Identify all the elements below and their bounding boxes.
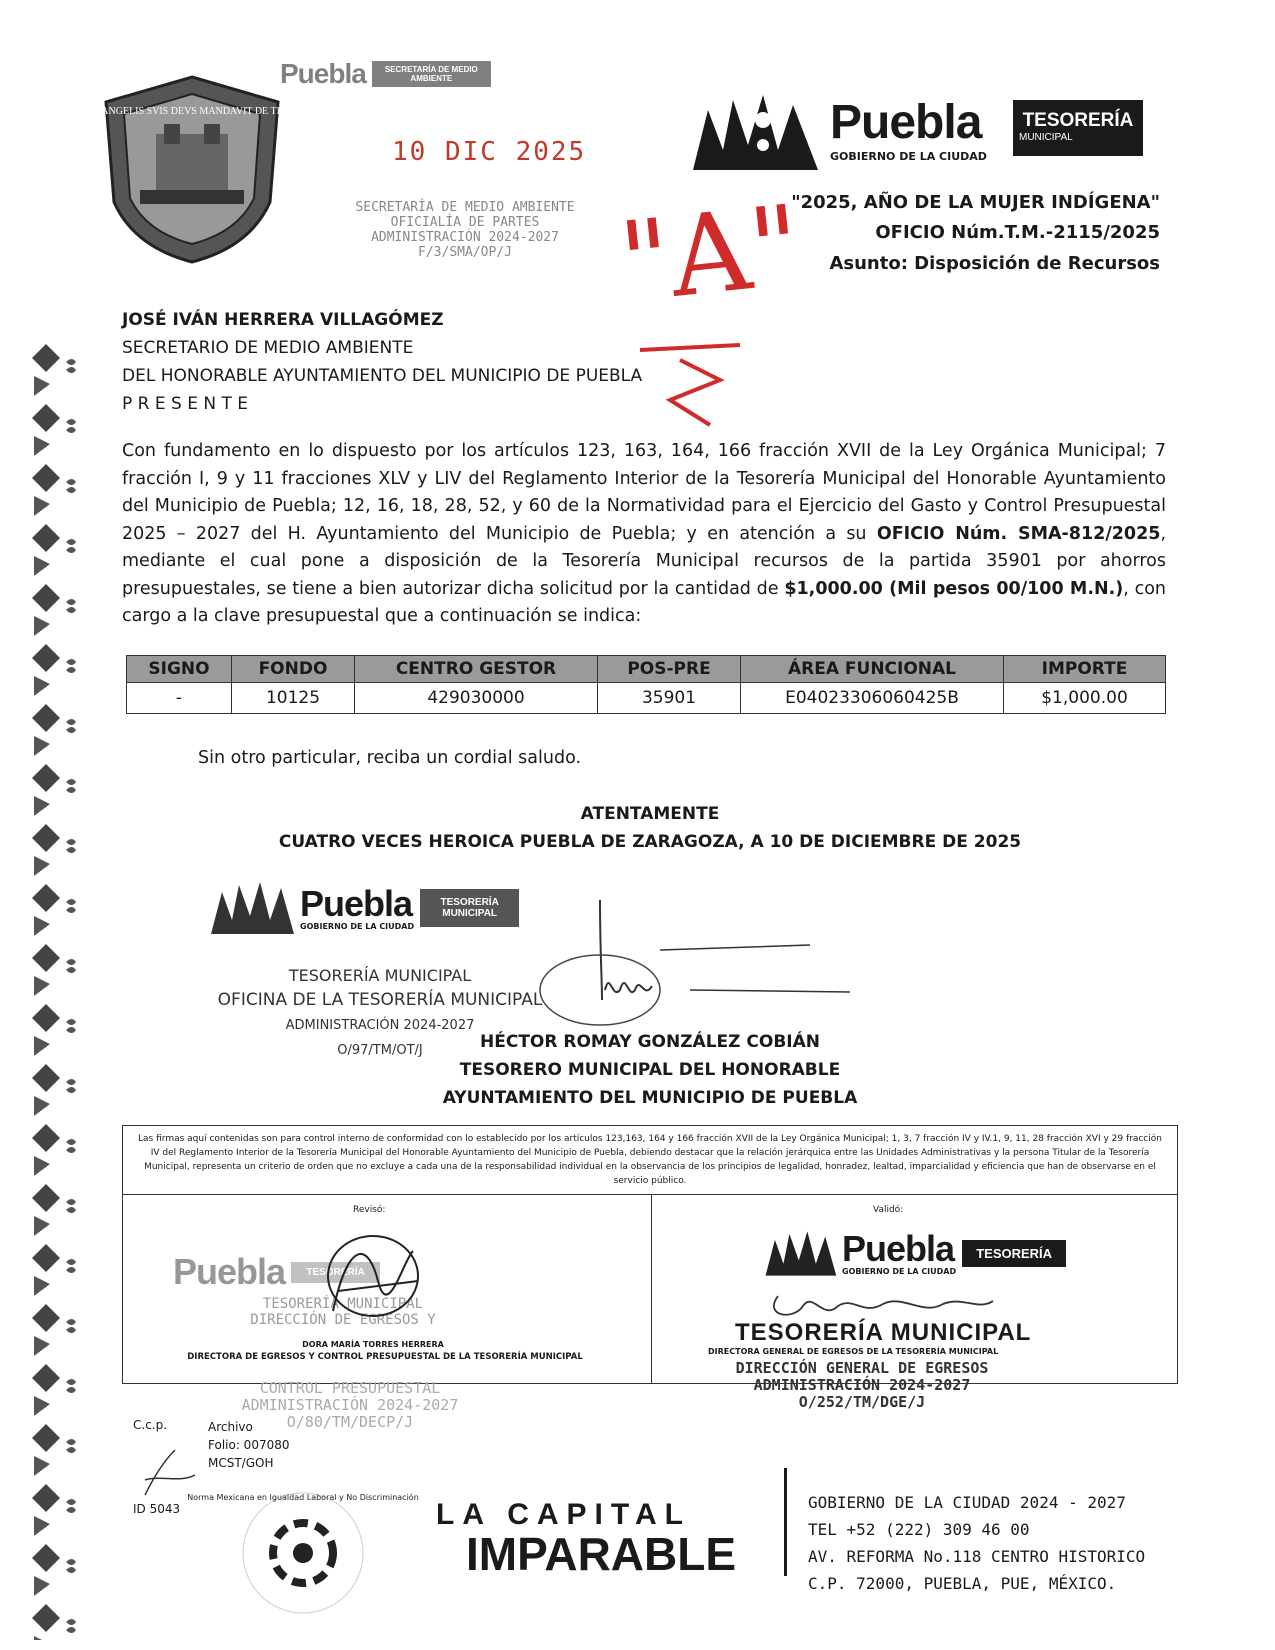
body-paragraph: Con fundamento en lo dispuesto por los artículos 123, 163, 164, 166 fracción XVII de la Ley Orgánica Municipal; 7 fracción I, 9 y 11 fracciones XLV y LIV del Reglamento Interior de la Tesorería Municipal del Honorable Ayuntamiento del Municipio de Puebla; 12, 16, 18, 28, 52, y 60 de la Normatividad para el Ejercicio del Gasto y Control Presupuestal 2025 – 2027 del H. Ayuntamiento del Municipio de Puebla; y en atención a su OFICIO Núm. SMA-812/2025, mediante el cual pone a disposición de la Tesorería Municipal recursos de la partida 35901 por ahorros presupuestales, se tiene a bien autorizar dicha solicitud por la cantidad de $1,000.00 (Mil pesos 00/100 M.N.), con cargo a la clave presupuestal que a continuación se indica:: [122, 441, 1167, 626]
ccp-label: C.c.p.: [133, 1418, 168, 1432]
closing-greeting: Sin otro particular, reciba un cordial saludo.: [198, 748, 582, 768]
signatory-name: HÉCTOR ROMAY GONZÁLEZ COBIÁN: [480, 1032, 820, 1052]
col-fondo: FONDO: [232, 656, 355, 683]
left-stamp-text: TESORERÍA MUNICIPAL DIRECCIÓN DE EGRESOS Y: [250, 1296, 436, 1328]
left-stamp-logo: Puebla TESORERÍA: [173, 1251, 380, 1293]
sma-stamp-logo: Puebla SECRETARÍA DE MEDIO AMBIENTE: [280, 58, 491, 90]
footer-divider-line: [784, 1468, 787, 1576]
oficio-number: OFICIO Núm.T.M.-2115/2025: [875, 222, 1160, 243]
handwritten-red-mark: "A": [613, 180, 807, 328]
cell-area-funcional: E04023306060425B: [741, 683, 1004, 714]
signatory-block: [420, 1028, 880, 1112]
tesoreria-badge: TESORERÍA MUNICIPAL: [1013, 100, 1143, 156]
reviewer-signature: [308, 1221, 438, 1351]
col-area-funcional: ÁREA FUNCIONAL: [741, 656, 1004, 683]
col-importe: IMPORTE: [1004, 656, 1166, 683]
year-motto: "2025, AÑO DE LA MUJER INDÍGENA": [791, 192, 1160, 213]
handwritten-red-arrow: [630, 340, 750, 430]
reviewer-name: DORA MARÍA TORRES HERRERA: [302, 1340, 444, 1349]
treasurer-signature: [540, 890, 860, 1050]
right-stamp-text: DIRECCIÓN GENERAL DE EGRESOS ADMINISTRACIÓN 2024-2027 O/252/TM/DGE/J: [735, 1359, 989, 1411]
table-row: [127, 683, 1166, 714]
internal-control-notice: Las firmas aquí contenidas son para control interno de conformidad con lo establecido por los artículos 123,163, 164 y 166 fracción XVII de la Ley Orgánica Municipal; 1, 3, 7 fracción IV y IV.1, 9, 11, 28 fracción XVI y 29 fracción IV del Reglamento Interior de la Tesorería Municipal del Honorable Ayuntamiento del Municipio de Puebla, debiendo destacar que la relación jerárquica entre las Unidades Administrativas y la persona Titular de la Tesorería Municipal, representa un criterio de orden que no excluye a cada una de la responsabilidad individual en la observancia de los principios de legalidad, honradez, lealtad, imparcialidad y eficiencia que han de observarse en el servicio público.: [123, 1126, 1177, 1195]
seal-text: ANGELIS SVIS DEVS MANDAVIT DE TE: [101, 106, 283, 117]
reception-stamp: SECRETARÍA DE MEDIO AMBIENTE OFICIALÍA DE PARTES ADMINISTRACIÓN 2024-2027 F/3/SMA/OP/J: [355, 200, 575, 260]
ccp-details: Archivo Folio: 007080 MCST/GOH: [208, 1420, 290, 1470]
validator-title: DIRECTORA GENERAL DE EGRESOS DE LA TESORERÍA MUNICIPAL: [708, 1347, 999, 1356]
signatory-title-1: TESORERO MUNICIPAL DEL HONORABLE: [459, 1060, 841, 1080]
cell-signo: -: [127, 683, 232, 714]
puebla-logo-text: Puebla GOBIERNO DE LA CIUDAD: [830, 96, 987, 163]
la-capital-imparable-logo: LA CAPITAL IMPARABLE: [436, 1498, 737, 1580]
puebla-figures-icon: [208, 878, 296, 938]
col-pos-pre: POS-PRE: [598, 656, 741, 683]
puebla-logo-figures-icon: [688, 90, 823, 175]
presente: P R E S E N T E: [122, 394, 249, 414]
igualdad-laboral-seal: [187, 1488, 419, 1618]
left-stamp-text-lower: CONTROL PRESUPUESTAL ADMINISTRACIÓN 2024-2027 O/80/TM/DECP/J: [241, 1379, 459, 1431]
valido-label: Validó:: [873, 1205, 904, 1215]
addressee-institution: DEL HONORABLE AYUNTAMIENTO DEL MUNICIPIO DE PUEBLA: [122, 366, 643, 386]
puebla-logo: [688, 90, 823, 179]
place-date: CUATRO VECES HEROICA PUEBLA DE ZARAGOZA, A 10 DE DICIEMBRE DE 2025: [278, 832, 1022, 852]
referenced-oficio: OFICIO Núm. SMA-812/2025: [876, 523, 1161, 544]
cell-importe: $1,000.00: [1004, 683, 1166, 714]
reviewer-title: DIRECTORA DE EGRESOS Y CONTROL PRESUPUESTAL DE LA TESORERÍA MUNICIPAL: [187, 1352, 583, 1362]
addressee-name: JOSÉ IVÁN HERRERA VILLAGÓMEZ: [122, 310, 444, 330]
table-header-row: [127, 656, 1166, 683]
authorized-amount: $1,000.00 (Mil pesos 00/100 M.N.): [784, 578, 1124, 599]
cell-fondo: 10125: [232, 683, 355, 714]
asunto: Asunto: Disposición de Recursos: [829, 253, 1160, 274]
cell-centro-gestor: 429030000: [355, 683, 598, 714]
puebla-figures-icon: [763, 1226, 838, 1281]
svg-text:Norma Mexicana en Igualdad Lab: Norma Mexicana en Igualdad Laboral y No Discriminación: [187, 1493, 419, 1502]
reviso-label: Revisó:: [353, 1205, 386, 1215]
control-signatures-box: [122, 1125, 1178, 1384]
footer-divider: [651, 1195, 652, 1383]
city-seal: [100, 72, 285, 267]
atentamente: ATENTAMENTE: [580, 804, 720, 824]
decorative-border: [28, 340, 83, 1640]
addressee-position: SECRETARIO DE MEDIO AMBIENTE: [122, 338, 414, 358]
cell-pos-pre: 35901: [598, 683, 741, 714]
received-date-stamp: 10 DIC 2025: [392, 137, 587, 167]
signatory-stamp-logo: Puebla GOBIERNO DE LA CIUDAD TESORERÍA MUNICIPAL: [208, 878, 519, 938]
budget-table: [126, 655, 1166, 714]
ccp-initial-mark: [140, 1445, 200, 1500]
right-stamp-logo: Puebla GOBIERNO DE LA CIUDAD TESORERÍA: [763, 1226, 1066, 1281]
signatory-office-stamp: TESORERÍA MUNICIPAL OFICINA DE LA TESORERÍA MUNICIPAL ADMINISTRACIÓN 2024-2027 O/97/TM/OT/J: [217, 966, 543, 1058]
signatory-title-2: AYUNTAMIENTO DEL MUNICIPIO DE PUEBLA: [442, 1088, 858, 1108]
addressee-block: [122, 306, 642, 418]
col-signo: SIGNO: [127, 656, 232, 683]
col-centro-gestor: CENTRO GESTOR: [355, 656, 598, 683]
document-id: ID 5043: [133, 1502, 181, 1516]
contact-info: GOBIERNO DE LA CIUDAD 2024 - 2027 TEL +52 (222) 309 46 00 AV. REFORMA No.118 CENTRO HISTORICO C.P. 72000, PUEBLA, PUE, MÉXICO.: [808, 1493, 1146, 1593]
right-stamp-title: TESORERÍA MUNICIPAL: [735, 1319, 1032, 1346]
